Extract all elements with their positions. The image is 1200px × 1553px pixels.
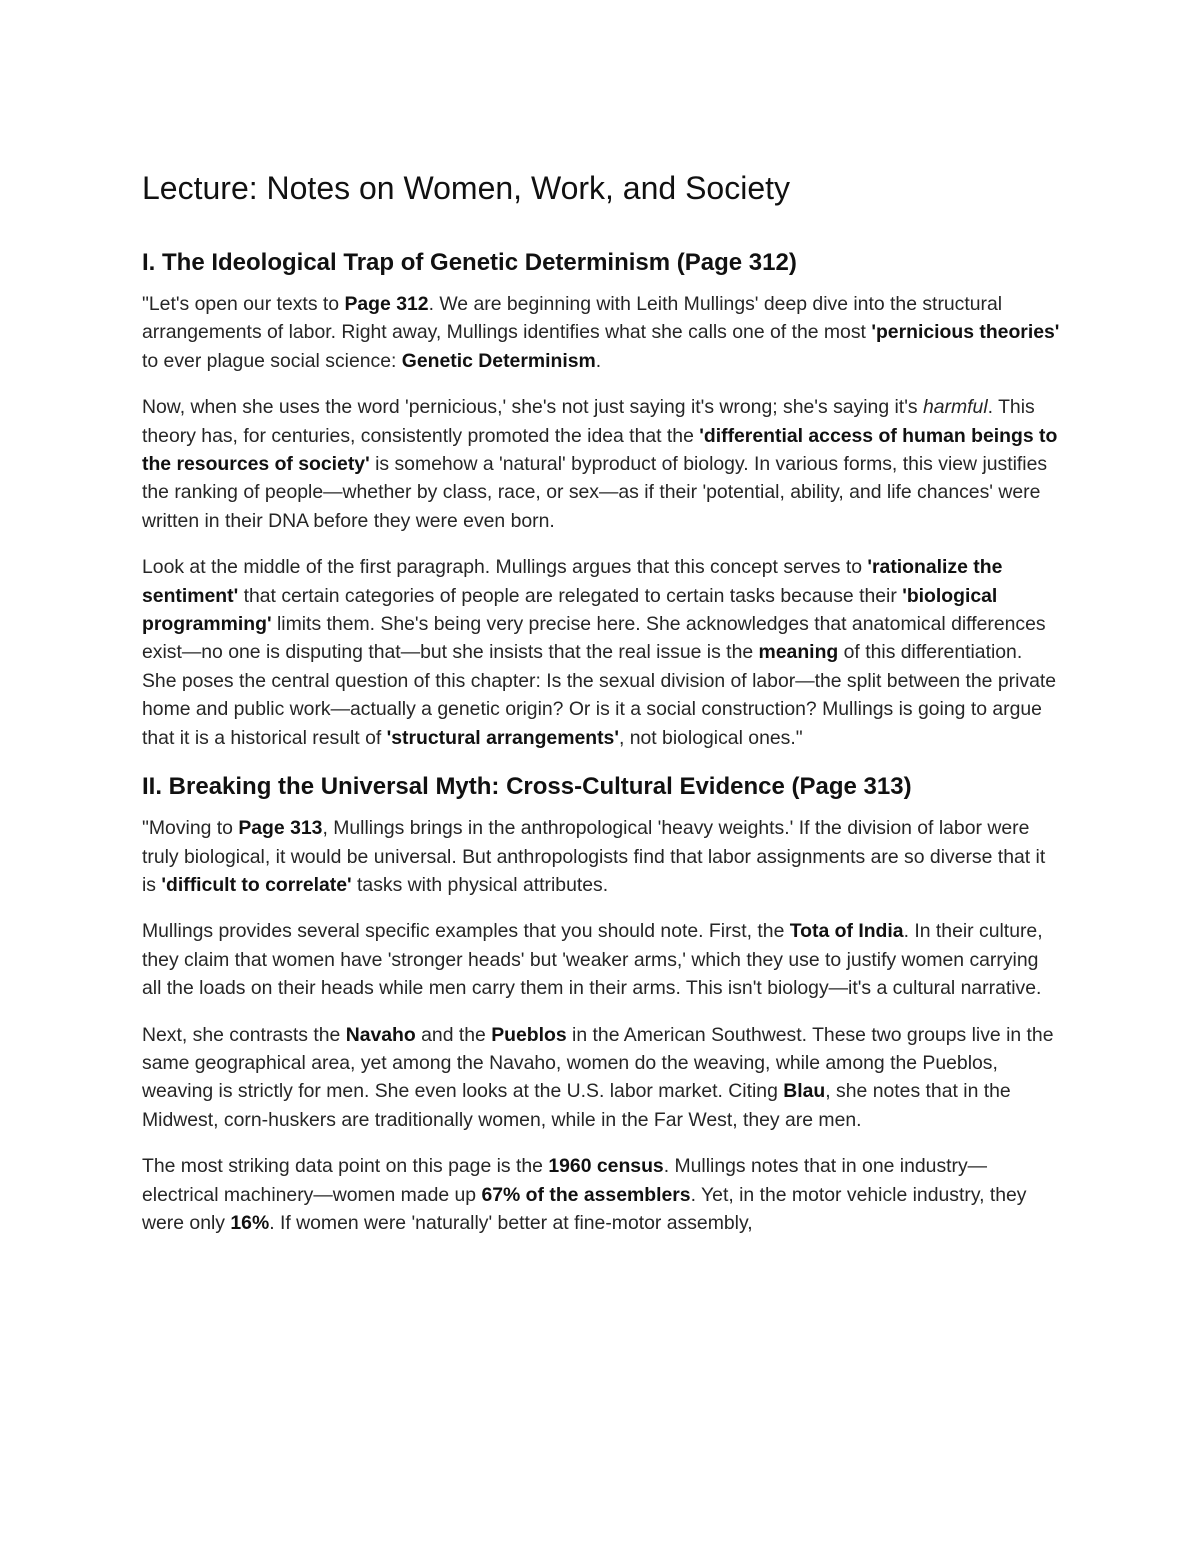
text-run: "Moving to	[142, 817, 239, 840]
section1-paragraph-1	[142, 290, 1062, 375]
text-run: in the American Southwest. These two groups live in the same geographical area, yet among the Navaho, women do the weaving, while among the Pueblos, weaving is strictly for men. She even looks at the U.S. labor market. Citing	[142, 1023, 1054, 1103]
text-run: Look at the middle of the first paragraph. Mullings argues that this concept serves to	[142, 556, 868, 579]
emphasis-text: Page 313	[238, 817, 323, 840]
text-run: , Mullings brings in the anthropological 'heavy weights.' If the division of labor were truly biological, it would be universal. But anthropologists find that labor assignments are so diverse that it is	[142, 817, 1046, 896]
section2-paragraph-4	[142, 1152, 1062, 1237]
emphasis-text: meaning	[758, 641, 839, 664]
emphasis-text: Tota of India	[789, 920, 904, 943]
text-run: , not biological ones."	[618, 726, 803, 749]
emphasis-text: 'differential access of human beings to the resources of society'	[142, 424, 1058, 476]
text-run: Mullings provides several specific examples that you should note. First, the	[142, 920, 790, 943]
text-run: . Mullings notes that in one industry—electrical machinery—women made up	[142, 1155, 988, 1206]
emphasis-text: 'structural arrangements'	[386, 726, 619, 749]
emphasis-text: 'difficult to correlate'	[161, 873, 352, 896]
text-run: .	[595, 349, 602, 372]
emphasis-text: Genetic Determinism	[401, 349, 596, 372]
text-run: "Let's open our texts to	[142, 293, 345, 315]
text-run: . We are beginning with Leith Mullings' deep dive into the structural arrangements of labor. Right away, Mullings identifies what she calls one of the most	[142, 293, 1003, 344]
emphasis-text: 1960 census	[548, 1155, 664, 1178]
section-heading-2: II. Breaking the Universal Myth: Cross-Cultural Evidence (Page 313)	[142, 773, 912, 801]
emphasis-text: Pueblos	[491, 1023, 567, 1046]
emphasis-text: 67% of the assemblers	[481, 1183, 691, 1206]
section2-paragraph-2	[142, 917, 1062, 1002]
text-run: is somehow a 'natural' byproduct of biology. In various forms, this view justifies the ranking of people—whether by class, race, or sex—as if their 'potential, ability, and life chances' were written in their DNA before they were even born.	[142, 453, 1048, 532]
emphasis-text: 'biological programming'	[142, 584, 998, 636]
text-run: of this differentiation. She poses the central question of this chapter: Is the sexual division of labor—the split between the private home and public work—actually a genetic origin? Or is it a social construction? Mullings is going to argue that it is a historical result of	[142, 641, 1057, 749]
page-title: Lecture: Notes on Women, Work, and Society	[142, 170, 791, 206]
text-run: . Yet, in the motor vehicle industry, they were only	[142, 1183, 1027, 1234]
emphasis-text: Navaho	[345, 1023, 416, 1046]
section1-paragraph-2	[142, 393, 1062, 535]
section2-paragraph-1	[142, 814, 1062, 899]
text-run: that certain categories of people are relegated to certain tasks because their	[238, 584, 903, 607]
text-run: , she notes that in the Midwest, corn-huskers are traditionally women, while in the Far West, they are men.	[142, 1080, 1011, 1131]
text-run: Now, when she uses the word 'pernicious,' she's not just saying it's wrong; she's saying it's	[142, 396, 923, 419]
section1-paragraph-3	[142, 553, 1062, 752]
section-heading-1: I. The Ideological Trap of Genetic Determinism (Page 312)	[142, 249, 797, 276]
text-run: Next, she contrasts the	[142, 1023, 346, 1046]
text-run: limits them. She's being very precise here. She acknowledges that anatomical differences exist—no one is disputing that—but she insists that the real issue is the	[142, 613, 1046, 664]
emphasis-text: 'rationalize the sentiment'	[142, 556, 1003, 607]
emphasis-text: 'pernicious theories'	[871, 321, 1060, 344]
emphasis-text: Blau	[783, 1080, 826, 1103]
text-run: . This theory has, for centuries, consistently promoted the idea that the	[142, 396, 1035, 447]
text-run: tasks with physical attributes.	[351, 873, 609, 896]
section2-paragraph-3	[142, 1021, 1062, 1135]
text-run: . In their culture, they claim that women have 'stronger heads' but 'weaker arms,' which they use to justify women carrying all the loads on their heads while men carry them in their arms. This isn't biology—it's a cultural narrative.	[142, 920, 1043, 1000]
italic-text: harmful	[922, 396, 988, 419]
text-run: and the	[415, 1023, 492, 1046]
text-run: . If women were 'naturally' better at fine-motor assembly,	[269, 1211, 753, 1234]
text-run: The most striking data point on this page is the	[142, 1155, 549, 1178]
emphasis-text: Page 312	[344, 293, 429, 315]
text-run: to ever plague social science:	[142, 349, 402, 372]
emphasis-text: 16%	[230, 1211, 270, 1234]
